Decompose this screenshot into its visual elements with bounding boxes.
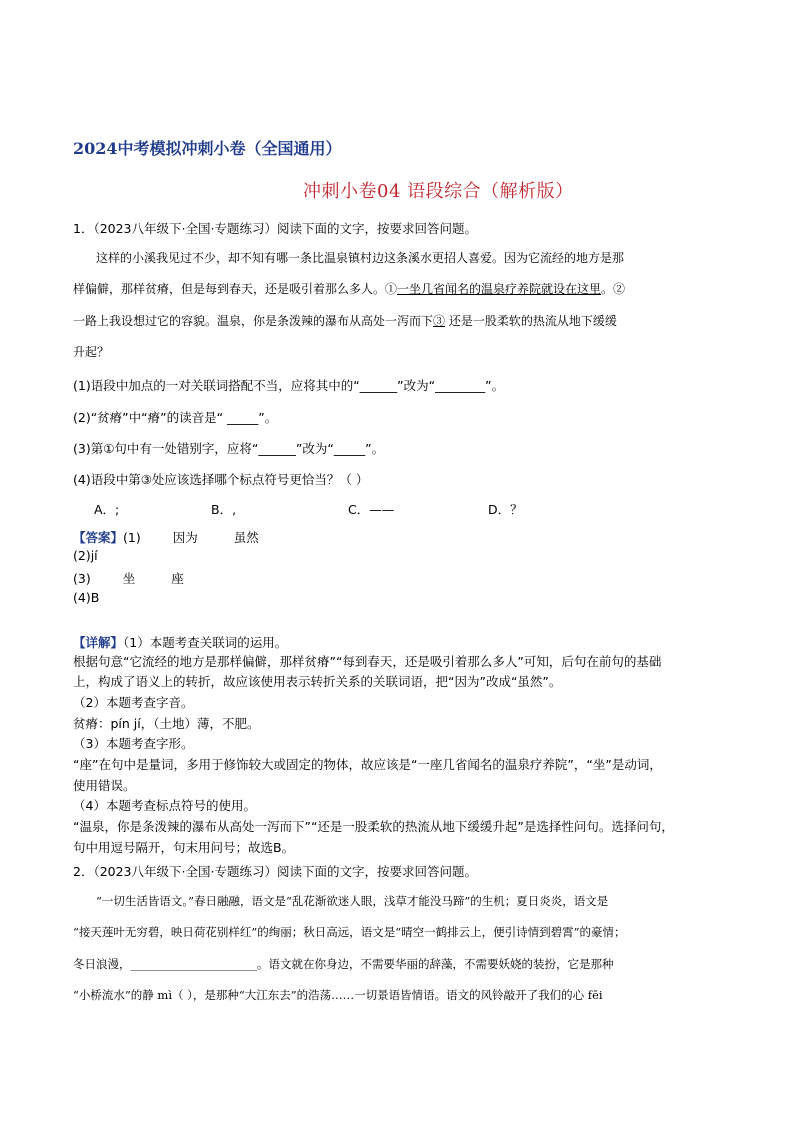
q1-sub-question-4: (4)语段中第③处应该选择哪个标点符号更恰当？（ ） xyxy=(73,472,369,487)
detail-line-8: 使用错误。 xyxy=(73,778,136,793)
answer-number: (3) xyxy=(73,571,91,586)
detail-text: （1）本题考查关联词的运用。 xyxy=(123,635,288,650)
q2-passage-line-3: 冬日浪漫，______________________。语文就在你身边，不需要华丽的辞藻，不需要妖娆的装扮，它是那种 xyxy=(73,957,614,971)
option-b: B．, xyxy=(211,502,237,517)
detail-line-1 xyxy=(73,632,287,651)
q2-passage-line-2: “接天莲叶无穷碧，映日荷花别样红”的绚丽；秋日高远，语文是“晴空一鹤排云上，便引诗情到碧霄”的豪情； xyxy=(73,925,626,939)
q1-sub-question-1: (1)语段中加点的一对关联词搭配不当，应将其中的“______”改为“________”。 xyxy=(73,378,505,393)
q1-underlined-sentence: 一坐几省闻名的温泉疗养院就设在这里 xyxy=(397,282,602,296)
detail-line-5: 贫瘠：pín jí，（土地）薄，不肥。 xyxy=(73,716,260,731)
detail-line-6: （3）本题考查字形。 xyxy=(73,736,194,751)
q2-intro: 2．（2023八年级下·全国·专题练习）阅读下面的文字，按要求回答问题。 xyxy=(73,864,477,879)
answer-word: 虽然 xyxy=(233,530,259,545)
q1-passage-line-4: 升起？ xyxy=(73,345,110,359)
option-d: D．？ xyxy=(488,502,523,517)
answer-line-1 xyxy=(73,527,259,546)
answer-number: (1) xyxy=(123,530,141,545)
option-c: C．—— xyxy=(348,502,395,517)
detail-line-10: “温泉，你是条泼辣的瀑布从高处一泻而下”“还是一股柔软的热流从地下缓缓升起”是选择性问句。选择问句， xyxy=(73,819,674,834)
detail-line-7: “座”在句中是量词，多用于修饰较大或固定的物体，故应该是“一座几省闻名的温泉疗养院”，“坐”是动词， xyxy=(73,757,662,772)
detail-label: 【详解】 xyxy=(73,635,124,650)
option-a: A．; xyxy=(94,502,120,517)
answer-line-3 xyxy=(73,569,184,587)
detail-line-9: （4）本题考查标点符号的使用。 xyxy=(73,798,256,813)
q1-passage-line-3 xyxy=(73,312,617,329)
answer-word: 座 xyxy=(171,571,184,586)
page-title: 冲刺小卷04 语段综合（解析版） xyxy=(303,181,574,202)
q1-passage-line-2 xyxy=(73,280,625,297)
detail-line-11: 句中用逗号隔开，句末用问号；故选B。 xyxy=(73,840,295,855)
detail-line-2: 根据句意“它流经的地方是那样偏僻，那样贫瘠”“每到春天，还是吸引着那么多人”可知，后句在前句的基础 xyxy=(73,654,662,669)
q1-marker-3: ③ xyxy=(433,314,446,328)
q2-passage-line-1: “一切生活皆语文。”春日融融，语文是“乱花渐欲迷人眼，浅草才能没马蹄”的生机；夏日炎炎，语文是 xyxy=(96,894,609,908)
detail-line-3: 上，构成了语义上的转折，故应该使用表示转折关系的关联词语，把“因为”改成“虽然”。 xyxy=(73,674,562,689)
answer-line-4: (4)B xyxy=(73,590,100,605)
answer-word: 坐 xyxy=(122,571,136,586)
answer-line-2: (2)jí xyxy=(73,548,98,563)
q1-passage-text: 样偏僻，那样贫瘠，但是每到春天，还是吸引着那么多人。① xyxy=(73,282,398,296)
q1-passage-line-1: 这样的小溪我见过不少，却不知有哪一条比温泉镇村边这条溪水更招人喜爱。因为它流经的地方是那 xyxy=(96,251,625,265)
page-header: 2024中考模拟冲刺小卷（全国通用） xyxy=(73,139,342,158)
answer-label: 【答案】 xyxy=(73,530,124,545)
q1-sub-question-3: (3)第①句中有一处错别字，应将“______”改为“_____”。 xyxy=(73,441,385,456)
detail-line-4: （2）本题考查字音。 xyxy=(73,695,194,710)
q1-passage-text: 一路上我设想过它的容貌。温泉，你是条泼辣的瀑布从高处一泻而下 xyxy=(73,314,434,328)
q1-passage-text: 还是一股柔软的热流从地下缓缓 xyxy=(448,314,617,328)
q1-passage-text: 。② xyxy=(601,282,626,296)
q2-passage-line-4: “小桥流水”的静 mì（ ），是那种“大江东去”的浩荡……一切景语皆情语。语文的风铃敲开了我们的心 fēi xyxy=(73,988,603,1002)
answer-word: 因为 xyxy=(172,530,198,545)
q1-sub-question-2: (2)“贫瘠”中“瘠”的读音是“ _____”。 xyxy=(73,410,278,425)
q1-intro: 1．（2023八年级下·全国·专题练习）阅读下面的文字，按要求回答问题。 xyxy=(73,221,477,236)
